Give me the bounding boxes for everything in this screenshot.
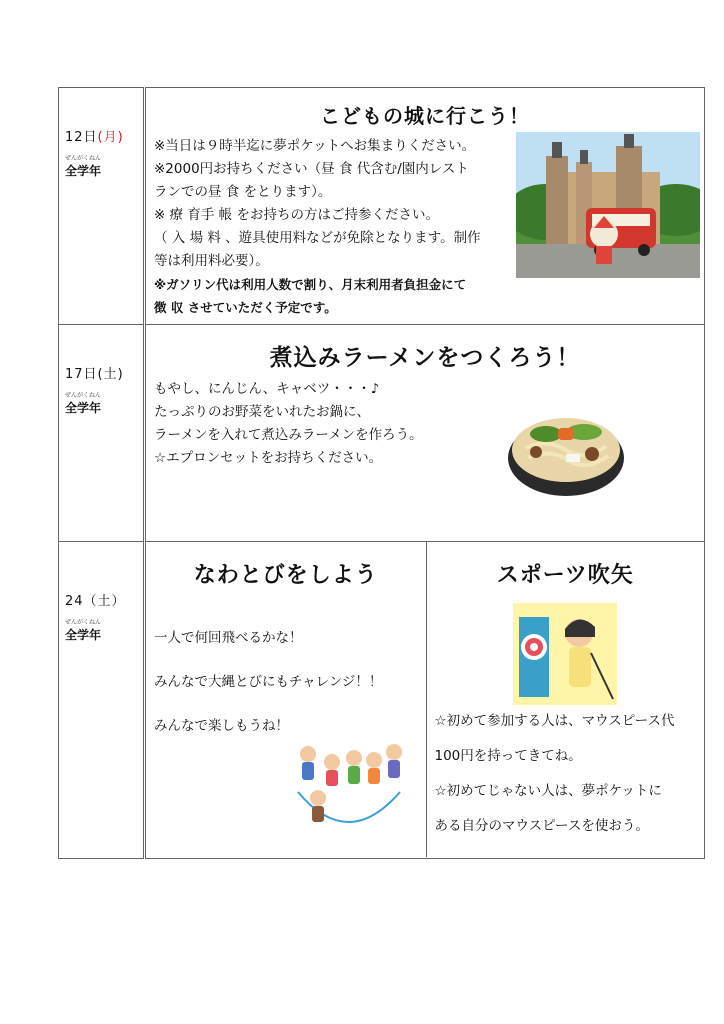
grade-text: 全学年 [65, 628, 102, 642]
schedule-row [59, 325, 705, 542]
blowgun-illustration [513, 603, 617, 705]
text-line: みんなで楽しもうね！ [154, 718, 289, 734]
date-number: 12日 [65, 130, 98, 145]
event-title: こどもの城に行こう！ [320, 104, 530, 128]
event-cell [145, 325, 705, 542]
detail-line: ラーメンを入れて煮込みラーメンを作ろう。 [154, 427, 423, 443]
section-text [427, 712, 705, 835]
section-title: なわとびをしよう [193, 563, 378, 588]
grade-label [65, 155, 143, 179]
event-title: 煮込みラーメンをつくろう！ [269, 345, 581, 371]
day-of-week: （土） [83, 594, 126, 609]
note-line: 徴 収 させていただく予定です。 [154, 300, 337, 315]
schedule-table [58, 87, 705, 859]
text-line: 一人で何回飛べるかな！ [154, 630, 303, 646]
detail-line: ランでの昼 食 をとります）。 [154, 184, 332, 200]
schedule-row [59, 542, 705, 859]
event-details [146, 129, 508, 319]
blowgun-section [426, 542, 704, 857]
event-split [146, 542, 704, 857]
date-cell [59, 542, 145, 859]
jump-rope-illustration [288, 732, 408, 832]
date-number: 24 [65, 594, 84, 609]
section-text [146, 629, 426, 735]
grade-ruby: ぜんがくねん [65, 155, 102, 162]
detail-line: 等は利用料必要）。 [154, 253, 269, 269]
event-date: 17日(土) [65, 367, 124, 382]
detail-line: （ 入 場 料 、遊具使用料などが免除となります。制作 [154, 230, 481, 246]
note-line: ※ガソリン代は利用人数で割り、月末利用者負担金にて [154, 277, 467, 292]
detail-line: ※ 療 育手 帳 をお持ちの方はご持参ください。 [154, 207, 439, 223]
grade-text: 全学年 [65, 164, 102, 178]
detail-line: ☆エプロンセットをお持ちください。 [154, 450, 383, 466]
grade-label [65, 392, 143, 416]
grade-label [65, 619, 143, 643]
text-line: 100円を持ってきてね。 [434, 748, 582, 764]
grade-ruby: ぜんがくねん [65, 392, 102, 399]
event-cell [145, 88, 705, 325]
text-line: ☆初めて参加する人は、マウスピース代 [434, 713, 675, 729]
event-split-cell [145, 542, 705, 859]
date-number: 17日 [65, 367, 98, 382]
date-cell [59, 325, 145, 542]
section-title: スポーツ吹矢 [496, 563, 634, 588]
text-line: ある自分のマウスピースを使おう。 [434, 818, 649, 834]
grade-ruby: ぜんがくねん [65, 619, 102, 626]
text-line: みんなで大縄とびにもチャレンジ！！ [154, 674, 383, 690]
schedule-row [59, 88, 705, 325]
grade-text: 全学年 [65, 401, 102, 415]
detail-line: ※2000円お持ちください（昼 食 代含む/園内レスト [154, 161, 469, 177]
ramen-photo [506, 388, 626, 500]
text-line: ☆初めてじゃない人は、夢ポケットに [434, 783, 662, 799]
detail-line: もやし、にんじん、キャベツ・・・♪ [154, 381, 380, 397]
event-date [65, 590, 143, 609]
date-cell [59, 88, 145, 325]
jump-rope-section [146, 542, 426, 857]
castle-photo [516, 132, 700, 278]
detail-line: ※当日は９時半迄に夢ポケットへお集まりください。 [154, 138, 476, 154]
day-of-week: 土 [103, 367, 118, 382]
day-of-week: 月 [103, 130, 118, 145]
detail-line: たっぷりのお野菜をいれたお鍋に、 [154, 404, 370, 420]
event-date: 12日(月) [65, 130, 124, 145]
